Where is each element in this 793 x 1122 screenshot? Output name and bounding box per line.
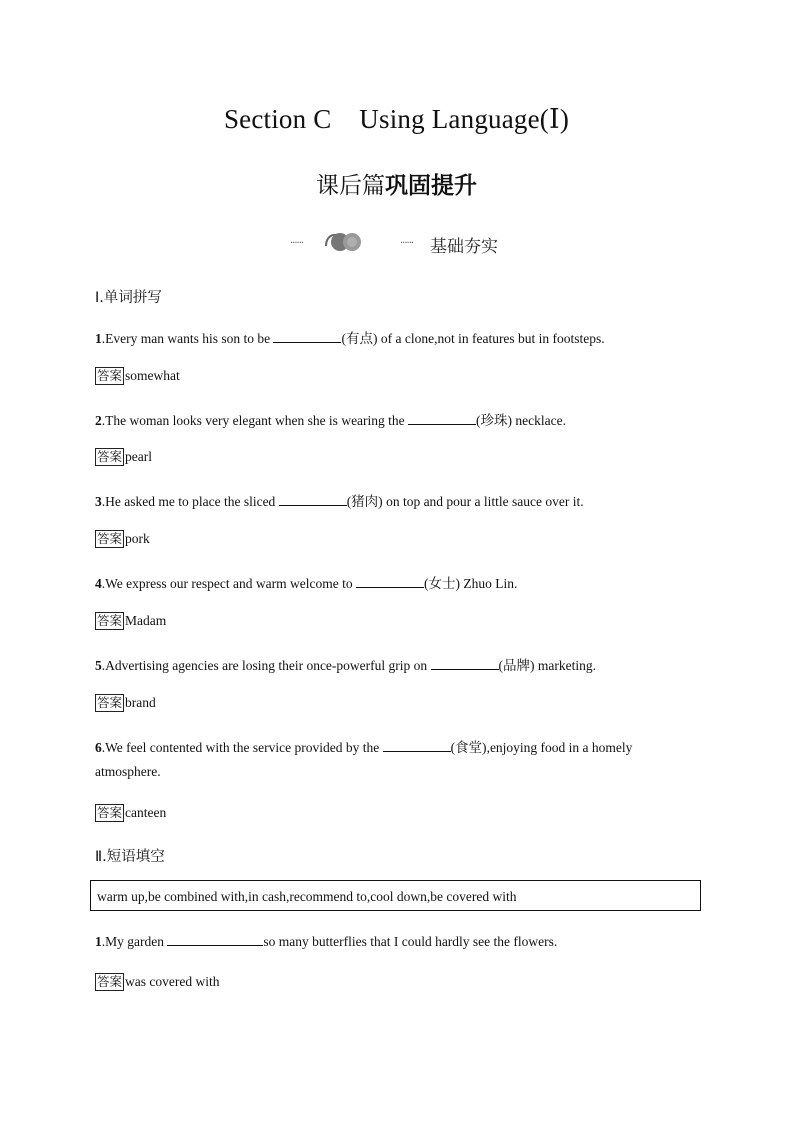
answer-1 [95, 367, 180, 385]
answer-blank [431, 657, 499, 670]
answer-3 [95, 530, 150, 548]
question-text-after: ,enjoying food in a homely [486, 740, 633, 755]
question-text-after: so many butterflies that I could hardly see the flowers. [263, 934, 558, 949]
question-3 [95, 490, 584, 510]
section-2-heading: Ⅱ.短语填空 [95, 849, 165, 865]
question-hint: (有点) [341, 331, 378, 346]
phrase-answer-1 [95, 973, 219, 991]
question-number: 3 [95, 494, 102, 509]
answer-tag: 答案 [97, 805, 123, 820]
answer-tag: 答案 [97, 368, 123, 383]
question-text-before: .My garden [101, 934, 168, 949]
answer-tag: 答案 [97, 531, 123, 546]
question-text-before: .Every man wants his son to be [101, 331, 274, 346]
question-text-before: .We express our respect and warm welcome to [101, 576, 356, 591]
banner-label: 基础夯实 [430, 237, 498, 257]
phrase-list: warm up,be combined with,in cash,recommend to,cool down,be covered with [97, 889, 517, 904]
section-banner [290, 230, 530, 257]
answer-text: Madam [125, 613, 167, 628]
answer-text: pearl [125, 449, 152, 464]
answer-6 [95, 804, 166, 822]
question-text-before: .Advertising agencies are losing their once-powerful grip on [101, 658, 431, 673]
question-hint: (食堂) [450, 740, 487, 755]
section-1-heading: Ⅰ.单词拼写 [95, 290, 162, 306]
question-hint: (珍珠) [476, 413, 513, 428]
question-number: 2 [95, 413, 102, 428]
page-subtitle [0, 167, 793, 200]
question-text-after: marketing. [534, 658, 597, 673]
answer-blank [273, 330, 341, 343]
question-6-continued: atmosphere. [95, 764, 161, 779]
answer-blank [383, 739, 451, 752]
question-number: 1 [95, 331, 102, 346]
answer-text: pork [125, 531, 150, 546]
question-5 [95, 654, 596, 674]
blob-icon [322, 230, 366, 252]
banner-dots-right: ······ [400, 238, 414, 249]
answer-tag: 答案 [97, 449, 123, 464]
answer-text: somewhat [125, 368, 180, 383]
answer-blank [167, 933, 263, 946]
banner-dots-left: ······ [290, 238, 304, 249]
question-number: 4 [95, 576, 102, 591]
answer-blank [408, 412, 476, 425]
question-number: 6 [95, 740, 102, 755]
question-hint: (女士) [423, 576, 460, 591]
answer-text: brand [125, 695, 156, 710]
answer-text: canteen [125, 805, 167, 820]
question-number: 1 [95, 934, 102, 949]
question-hint: (猪肉) [346, 494, 383, 509]
answer-5 [95, 694, 156, 712]
answer-4 [95, 612, 166, 630]
question-1 [95, 327, 605, 347]
question-6 [95, 736, 632, 756]
answer-tag: 答案 [97, 695, 123, 710]
answer-tag: 答案 [97, 613, 123, 628]
phrase-question-1 [95, 933, 557, 950]
page-title: Section C Using Language(Ⅰ) [223, 104, 570, 134]
question-text-after: of a clone,not in features but in footsteps. [377, 331, 605, 346]
question-hint: (品牌) [498, 658, 535, 673]
question-text-before: .We feel contented with the service provided by the [101, 740, 383, 755]
question-2 [95, 409, 566, 429]
question-4 [95, 572, 517, 592]
answer-blank [279, 493, 347, 506]
question-text-after: necklace. [512, 413, 567, 428]
answer-text: was covered with [125, 974, 220, 989]
question-text-before: .He asked me to place the sliced [101, 494, 279, 509]
question-text-after: on top and pour a little sauce over it. [382, 494, 584, 509]
answer-2 [95, 448, 152, 466]
subtitle-normal: 课后篇 [316, 173, 385, 199]
question-text-before: .The woman looks very elegant when she is wearing the [101, 413, 409, 428]
question-text-after: Zhuo Lin. [459, 576, 518, 591]
question-number: 5 [95, 658, 102, 673]
subtitle-bold: 巩固提升 [385, 173, 477, 199]
answer-blank [356, 575, 424, 588]
phrase-word-box [90, 880, 701, 911]
answer-tag: 答案 [97, 974, 123, 989]
